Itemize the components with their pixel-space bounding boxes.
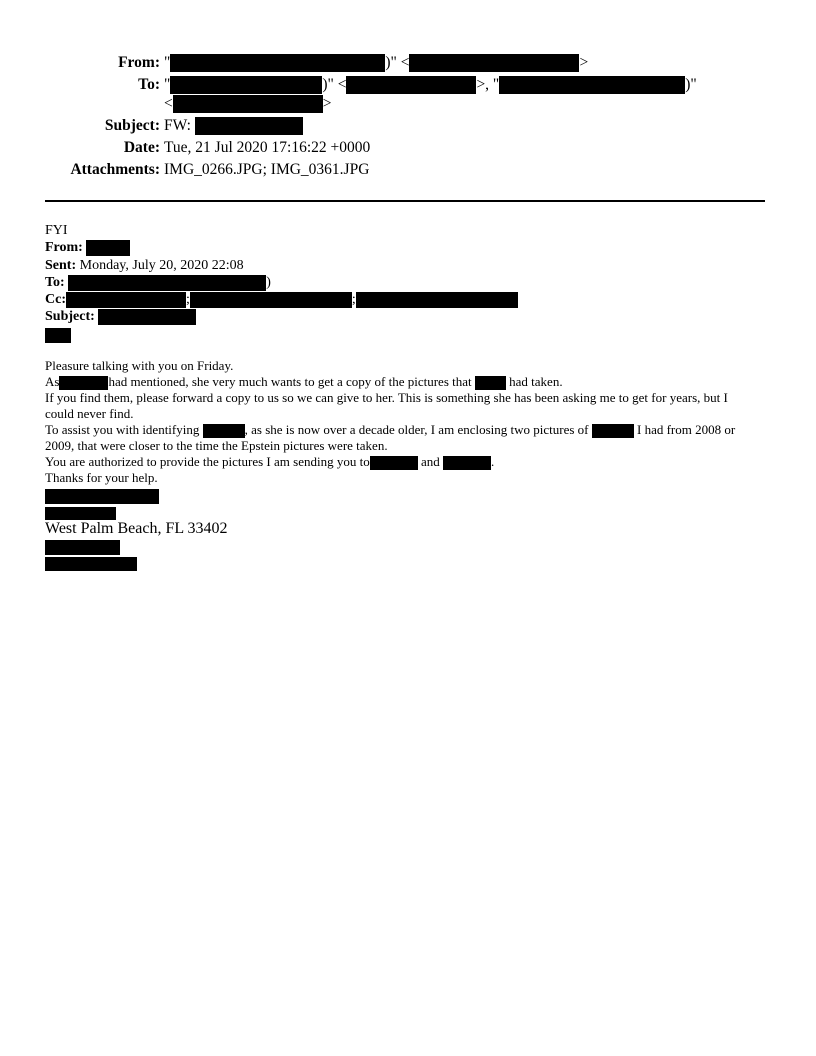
header-date-row — [0, 137, 816, 159]
text-segment: and — [420, 454, 440, 469]
redaction — [170, 54, 385, 72]
redaction — [170, 76, 322, 94]
text-segment: As — [45, 374, 60, 389]
redaction — [68, 275, 266, 291]
redaction — [195, 117, 303, 135]
redaction — [173, 95, 323, 113]
fwd-subject-label: Subject: — [45, 309, 95, 325]
fwd-sent-row — [45, 258, 244, 274]
fwd-sent-label: Sent: — [45, 258, 77, 273]
fwd-cc-label: Cc: — [45, 292, 66, 308]
redaction — [45, 507, 116, 520]
header-to-row — [0, 74, 816, 96]
signature-redaction-2 — [45, 504, 116, 520]
text-segment: You are authorized to provide the pictures I am sending you to — [45, 454, 370, 469]
header-subject-row — [0, 115, 816, 137]
text-segment: I had from 2008 or — [637, 422, 736, 437]
signature-redaction-1 — [45, 487, 159, 504]
header-attachments-label: Attachments: — [70, 161, 160, 178]
fwd-cc-row: Cc: ; ; — [45, 292, 518, 308]
subject-prefix: FW: — [164, 117, 191, 134]
redaction — [45, 540, 120, 555]
message-line-2 — [45, 374, 563, 390]
redaction — [370, 456, 418, 470]
text-segment: had taken. — [509, 374, 563, 389]
message-line-8: Thanks for your help. — [45, 470, 158, 485]
redaction — [190, 292, 352, 308]
message-line-1: Pleasure talking with you on Friday. — [45, 358, 234, 373]
header-to-label: To: — [138, 76, 160, 93]
header-attachments-value[interactable]: IMG_0266.JPG; IMG_0361.JPG — [164, 161, 370, 178]
fwd-to-row: To: ) — [45, 275, 271, 291]
redaction — [356, 292, 518, 308]
fwd-from-label: From: — [45, 240, 83, 256]
header-from-value: " )" < > — [164, 54, 589, 71]
message-line-4: could never find. — [45, 406, 134, 421]
text-segment: had mentioned, she very much wants to get a copy of the pictures that — [108, 374, 472, 389]
message-line-5 — [45, 422, 735, 438]
redaction — [45, 557, 137, 571]
redaction — [66, 292, 186, 308]
fwd-sent-value: Monday, July 20, 2020 22:08 — [79, 258, 244, 273]
header-to-value: " )" < >, " )" — [164, 76, 697, 93]
redaction — [409, 54, 579, 72]
message-line-7 — [45, 454, 494, 470]
redaction — [59, 376, 108, 390]
header-to-continued: < > — [164, 95, 332, 112]
text-segment: , as she is now over a decade older, I am enclosing two pictures of — [244, 422, 589, 437]
redaction — [499, 76, 685, 94]
redaction — [592, 424, 634, 438]
fyi-text: FYI — [45, 223, 68, 238]
header-subject-value — [164, 115, 303, 137]
redaction — [86, 240, 130, 256]
text-segment: To assist you with identifying — [45, 422, 200, 437]
signature-redaction-3 — [45, 538, 120, 555]
redaction — [45, 328, 71, 343]
header-date-value: Tue, 21 Jul 2020 17:16:22 +0000 — [164, 139, 371, 156]
header-divider — [45, 200, 765, 202]
header-attachments-row — [0, 159, 816, 181]
signature-redaction-4 — [45, 555, 137, 571]
fwd-from-row — [45, 240, 130, 256]
message-line-3: If you find them, please forward a copy to us so we can give to her. This is something she has been asking me to get for years, but I — [45, 390, 728, 405]
redaction — [443, 456, 491, 470]
redaction — [98, 309, 196, 325]
text-segment: . — [490, 454, 495, 469]
redaction — [45, 489, 159, 504]
redaction — [475, 376, 506, 390]
header-from-label: From: — [118, 54, 160, 71]
header-subject-label: Subject: — [104, 117, 160, 134]
message-line-6: 2009, that were closer to the time the Epstein pictures were taken. — [45, 438, 388, 453]
header-date-label: Date: — [123, 139, 160, 156]
redaction — [203, 424, 245, 438]
fwd-redacted-block — [45, 326, 71, 343]
signature-address: West Palm Beach, FL 33402 — [45, 520, 228, 537]
redaction — [346, 76, 476, 94]
fwd-subject-row — [45, 309, 196, 325]
header-from-row — [0, 52, 816, 74]
fwd-to-label: To: — [45, 275, 65, 291]
